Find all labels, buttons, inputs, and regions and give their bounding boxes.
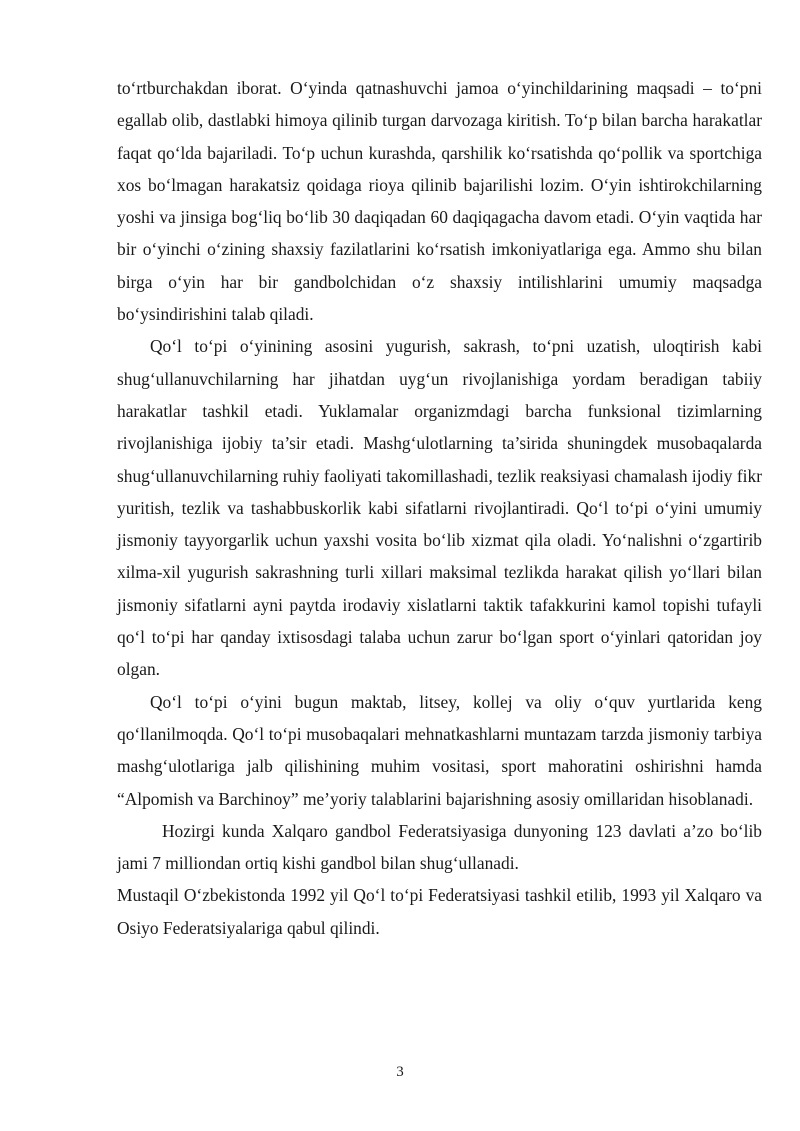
- page-number: 3: [396, 1064, 404, 1080]
- document-body: [117, 72, 762, 944]
- paragraph-2: Qo‘l to‘pi o‘yinining asosini yugurish, sakrash, to‘pni uzatish, uloqtirish kabi shug‘ullanuvchilarning har jihatdan uyg‘un rivojlanishiga yordam beradigan tabiiy harakatlar tashkil etadi. Yuklamalar organizmdagi barcha funksional tizimlarning rivojlanishiga ijobiy ta’sir etadi. Mashg‘ulotlarning ta’sirida shuningdek musobaqalarda shug‘ullanuvchilarning ruhiy faoliyati takomillashadi, tezlik reaksiyasi chamalash ijodiy fikr yuritish, tezlik va tashabbuskorlik kabi sifatlarni rivojlantiradi. Qo‘l to‘pi o‘yini umumiy jismoniy tayyorgarlik uchun yaxshi vosita bo‘lib xizmat qila oladi. Yo‘nalishni o‘zgartirib xilma-xil yugurish sakrashning turli xillari maksimal tezlikda harakat qilish yo‘llari bilan jismoniy sifatlarni ayni paytda irodaviy xislatlarni taktik tafakkurini kamol topishi tufayli qo‘l to‘pi har qanday ixtisosdagi talaba uchun zarur bo‘lgan sport o‘yinlari qatoridan joy olgan.: [117, 336, 762, 680]
- paragraph-4: Hozirgi kunda Xalqaro gandbol Federatsiyasiga dunyoning 123 davlati a’zo bo‘lib jami 7 milliondan ortiq kishi gandbol bilan shug‘ullanadi.: [117, 820, 762, 874]
- paragraph-5: Mustaqil O‘zbekistonda 1992 yil Qo‘l to‘pi Federatsiyasi tashkil etilib, 1993 yil Xalqaro va Osiyo Federatsiyalariga qabul qilindi.: [117, 885, 762, 938]
- paragraph-1: to‘rtburchakdan iborat. O‘yinda qatnashuvchi jamoa o‘yinchildarining maqsadi – to‘pni egallab olib, dastlabki himoya qilinib turgan darvozaga kiritish. To‘p bilan barcha harakatlar faqat qo‘lda bajariladi. To‘p uchun kurashda, qarshilik ko‘rsatishda qo‘pollik va sportchiga xos bo‘lmagan harakatsiz qoidaga rioya qilinib bajarilishi lozim. O‘yin ishtirokchilarning yoshi va jinsiga bog‘liq bo‘lib 30 daqiqadan 60 daqiqagacha davom etadi. O‘yin vaqtida har bir o‘yinchi o‘zining shaxsiy fazilatlarini ko‘rsatish imkoniyatlariga ega. Ammo shu bilan birga o‘yin har bir gandbolchidan o‘z shaxsiy intilishlarini umumiy maqsadga bo‘ysindirishini talab qiladi.: [117, 78, 762, 325]
- paragraph-3: Qo‘l to‘pi o‘yini bugun maktab, litsey, kollej va oliy o‘quv yurtlarida keng qo‘llanilmoqda. Qo‘l to‘pi musobaqalari mehnatkashlarni muntazam tarzda jismoniy tarbiya mashg‘ulotlariga jalb qilishining muhim vositasi, sport mahoratini oshirishni hamda “Alpomish va Barchinoy” me’yoriy talablarini bajarishning asosiy omillaridan hisoblanadi.: [117, 691, 762, 809]
